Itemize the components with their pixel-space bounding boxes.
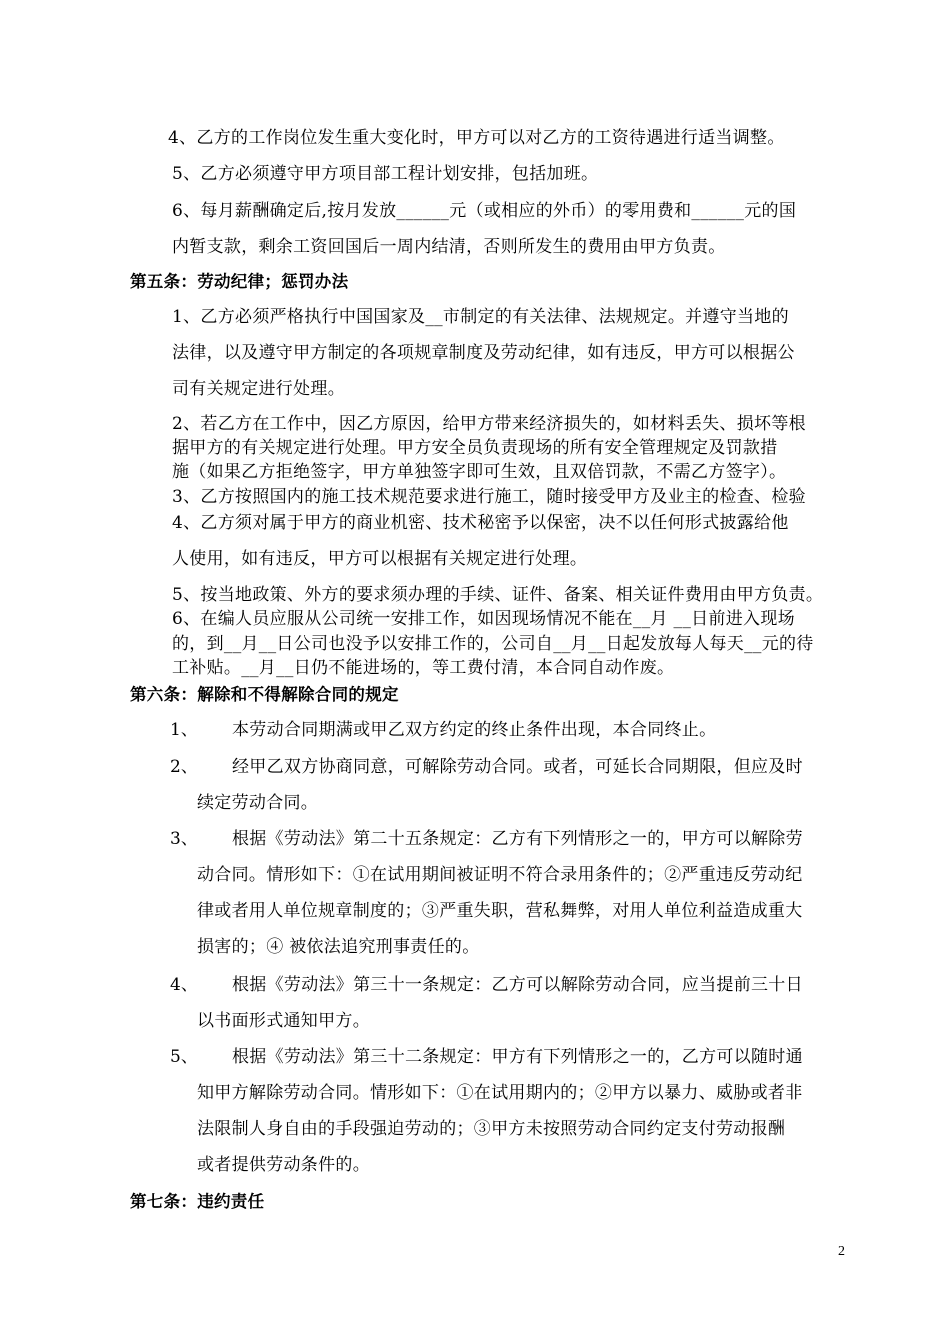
clause-4-6-cont: 内暂支款，剩余工资回国后一周内结清，否则所发生的费用由甲方负责。 xyxy=(172,237,726,257)
clause-6-5-cont-2: 法限制人身自由的手段强迫劳动的；③甲方未按照劳动合同约定支付劳动报酬 xyxy=(197,1119,786,1139)
clause-6-5-cont-1: 知甲方解除劳动合同。情形如下：①在试用期内的；②甲方以暴力、威胁或者非 xyxy=(197,1083,803,1103)
clause-6-5-cont-3: 或者提供劳动条件的。 xyxy=(197,1155,370,1175)
list-number-2: 2、 xyxy=(170,757,198,777)
article-7-heading: 第七条：违约责任 xyxy=(130,1192,265,1211)
clause-6-4: 根据《劳动法》第三十一条规定：乙方可以解除劳动合同，应当提前三十日 xyxy=(232,975,803,995)
clause-6-4-cont: 以书面形式通知甲方。 xyxy=(197,1011,370,1031)
clause-6-3-cont-1: 动合同。情形如下：①在试用期间被证明不符合录用条件的；②严重违反劳动纪 xyxy=(197,865,803,885)
clause-5-1: 1、乙方必须严格执行中国国家及__市制定的有关法律、法规规定。并遵守当地的 xyxy=(172,307,789,327)
clause-5-2: 2、若乙方在工作中，因乙方原因，给甲方带来经济损失的，如材料丢失、损坏等根 xyxy=(172,414,806,434)
clause-6-3: 根据《劳动法》第二十五条规定：乙方有下列情形之一的，甲方可以解除劳 xyxy=(232,829,803,849)
article-6-heading: 第六条：解除和不得解除合同的规定 xyxy=(130,685,399,704)
clause-6-3-cont-3: 损害的；④ 被依法追究刑事责任的。 xyxy=(197,937,480,957)
clause-5-6-cont-2: 工补贴。__月__日仍不能进场的，等工费付清，本合同自动作废。 xyxy=(172,658,675,678)
clause-6-2: 经甲乙双方协商同意，可解除劳动合同。或者，可延长合同期限，但应及时 xyxy=(232,757,803,777)
clause-4-4: 4、乙方的工作岗位发生重大变化时，甲方可以对乙方的工资待遇进行适当调整。 xyxy=(168,128,785,148)
clause-6-3-cont-2: 律或者用人单位规章制度的；③严重失职，营私舞弊，对用人单位利益造成重大 xyxy=(197,901,803,921)
clause-5-2-cont-2: 施（如果乙方拒绝签字，甲方单独签字即可生效，且双倍罚款，不需乙方签字）。 xyxy=(172,462,787,482)
clause-5-1-cont-2: 司有关规定进行处理。 xyxy=(172,379,345,399)
clause-4-6: 6、每月薪酬确定后,按月发放______元（或相应的外币）的零用费和______元的国 xyxy=(172,201,797,221)
clause-6-1: 本劳动合同期满或甲乙双方约定的终止条件出现，本合同终止。 xyxy=(232,720,717,740)
article-5-heading: 第五条：劳动纪律；惩罚办法 xyxy=(130,272,349,291)
clause-5-6: 6、在编人员应服从公司统一安排工作，如因现场情况不能在__月 __日前进入现场 xyxy=(172,609,795,629)
clause-5-3: 3、乙方按照国内的施工技术规范要求进行施工，随时接受甲方及业主的检查、检验 xyxy=(172,487,806,507)
clause-5-5: 5、按当地政策、外方的要求须办理的手续、证件、备案、相关证件费用由甲方负责。 xyxy=(172,585,824,605)
clause-5-4-cont: 人使用，如有违反，甲方可以根据有关规定进行处理。 xyxy=(172,549,588,569)
list-number-5: 5、 xyxy=(170,1047,198,1067)
clause-6-2-cont: 续定劳动合同。 xyxy=(197,793,319,813)
page-number: 2 xyxy=(838,1244,845,1259)
clause-5-6-cont-1: 的，到__月__日公司也没予以安排工作的，公司自__月__日起发放每人每天__元的待 xyxy=(172,634,814,654)
clause-5-1-cont-1: 法律，以及遵守甲方制定的各项规章制度及劳动纪律，如有违反，甲方可以根据公 xyxy=(172,343,795,363)
list-number-4: 4、 xyxy=(170,975,198,995)
list-number-1: 1、 xyxy=(170,720,198,740)
clause-5-2-cont-1: 据甲方的有关规定进行处理。甲方安全员负责现场的所有安全管理规定及罚款措 xyxy=(172,438,778,458)
list-number-3: 3、 xyxy=(170,829,198,849)
clause-5-4: 4、乙方须对属于甲方的商业机密、技术秘密予以保密，决不以任何形式披露给他 xyxy=(172,513,789,533)
clause-6-5: 根据《劳动法》第三十二条规定：甲方有下列情形之一的，乙方可以随时通 xyxy=(232,1047,803,1067)
clause-4-5: 5、乙方必须遵守甲方项目部工程计划安排，包括加班。 xyxy=(172,164,599,184)
